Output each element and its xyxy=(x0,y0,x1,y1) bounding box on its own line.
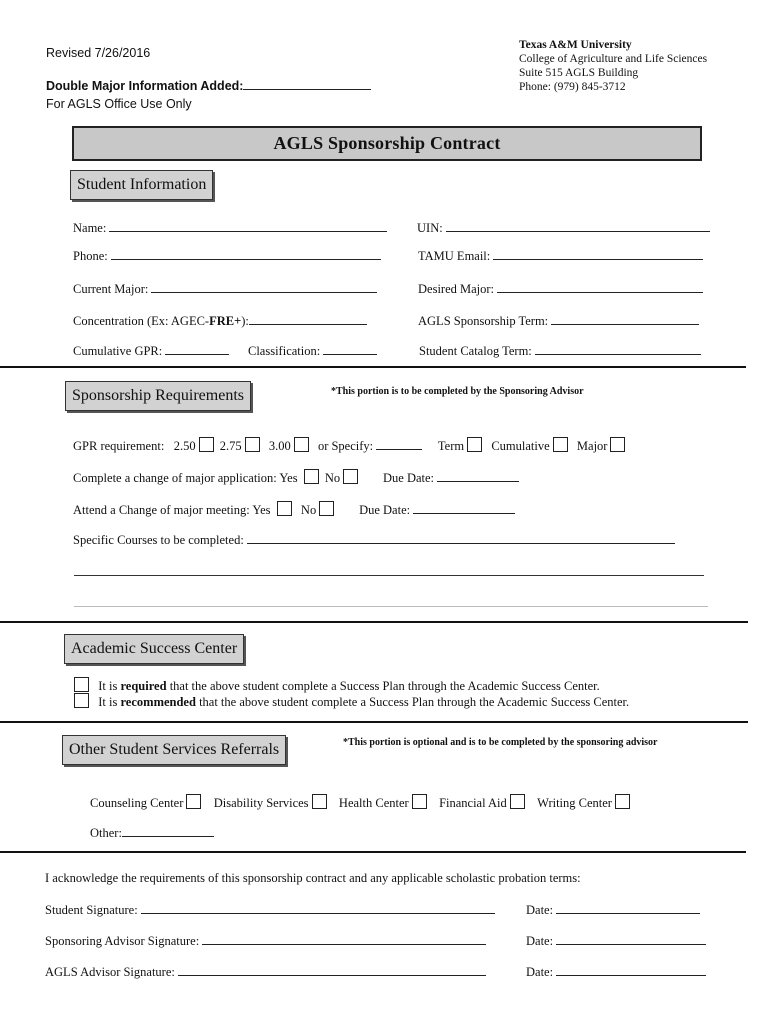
agls-signature-field[interactable]: AGLS Advisor Signature: xyxy=(45,965,486,980)
change-app-yes-checkbox[interactable] xyxy=(304,469,319,484)
college-name: College of Agriculture and Life Sciences xyxy=(519,53,708,65)
health-checkbox[interactable] xyxy=(412,794,427,809)
office-phone: Phone: (979) 845-3712 xyxy=(519,81,626,93)
financial-checkbox[interactable] xyxy=(510,794,525,809)
gpr-field[interactable]: Cumulative GPR: xyxy=(73,344,229,359)
writing-checkbox[interactable] xyxy=(615,794,630,809)
success-required-checkbox[interactable] xyxy=(74,677,89,692)
suite-address: Suite 515 AGLS Building xyxy=(519,67,639,79)
catalog-term-field[interactable]: Student Catalog Term: xyxy=(419,344,701,359)
success-recommended-checkbox[interactable] xyxy=(74,693,89,708)
sponsorship-term-field[interactable]: AGLS Sponsorship Term: xyxy=(418,314,699,329)
success-center-heading: Academic Success Center xyxy=(64,634,244,664)
student-date-field[interactable]: Date: xyxy=(526,903,700,918)
divider xyxy=(0,851,746,853)
revised-date: Revised 7/26/2016 xyxy=(46,46,151,60)
other-referral-field[interactable]: Other: xyxy=(90,826,214,841)
concentration-field[interactable]: Concentration (Ex: AGEC-FRE+): xyxy=(73,314,367,329)
specify-input[interactable] xyxy=(376,448,422,450)
student-info-heading: Student Information xyxy=(70,170,213,200)
change-application-row: Complete a change of major application: Yes No Due Date: xyxy=(73,469,519,486)
sponsor-date-field[interactable]: Date: xyxy=(526,934,706,949)
meeting-no-checkbox[interactable] xyxy=(319,501,334,516)
phone-field[interactable]: Phone: xyxy=(73,249,381,264)
disability-checkbox[interactable] xyxy=(312,794,327,809)
university-name: Texas A&M University xyxy=(519,39,632,51)
courses-field[interactable]: Specific Courses to be completed: xyxy=(73,533,675,548)
change-app-due-input[interactable] xyxy=(437,480,519,482)
major-checkbox[interactable] xyxy=(610,437,625,452)
uin-field[interactable]: UIN: xyxy=(417,221,710,236)
referrals-note: *This portion is optional and is to be completed by the sponsoring advisor xyxy=(343,737,658,748)
cumulative-checkbox[interactable] xyxy=(553,437,568,452)
meeting-due-input[interactable] xyxy=(413,512,515,514)
gpr-250-checkbox[interactable] xyxy=(199,437,214,452)
success-recommended-row: It is recommended that the above student complete a Success Plan through the Academic Success Center. xyxy=(74,693,629,710)
student-signature-field[interactable]: Student Signature: xyxy=(45,903,495,918)
referrals-heading: Other Student Services Referrals xyxy=(62,735,286,765)
office-use-label: For AGLS Office Use Only xyxy=(46,97,192,111)
email-field[interactable]: TAMU Email: xyxy=(418,249,703,264)
change-app-no-checkbox[interactable] xyxy=(343,469,358,484)
divider xyxy=(0,721,748,723)
success-required-row: It is required that the above student complete a Success Plan through the Academic Success Center. xyxy=(74,677,600,694)
courses-line-2[interactable] xyxy=(74,575,704,576)
divider xyxy=(0,621,748,623)
page-title: AGLS Sponsorship Contract xyxy=(72,126,702,161)
referrals-row: Counseling Center Disability Services Health Center Financial Aid Writing Center xyxy=(90,794,633,811)
desired-major-field[interactable]: Desired Major: xyxy=(418,282,703,297)
gpr-275-checkbox[interactable] xyxy=(245,437,260,452)
divider xyxy=(0,366,746,368)
term-checkbox[interactable] xyxy=(467,437,482,452)
change-meeting-row: Attend a Change of major meeting: Yes No Due Date: xyxy=(73,501,515,518)
current-major-field[interactable]: Current Major: xyxy=(73,282,377,297)
classification-field[interactable]: Classification: xyxy=(248,344,377,359)
meeting-yes-checkbox[interactable] xyxy=(277,501,292,516)
courses-line-3[interactable] xyxy=(74,606,708,607)
gpr-300-checkbox[interactable] xyxy=(294,437,309,452)
acknowledgement-text: I acknowledge the requirements of this sponsorship contract and any applicable scholastic probation terms: xyxy=(45,871,581,885)
requirements-note: *This portion is to be completed by the Sponsoring Advisor xyxy=(331,386,584,397)
agls-date-field[interactable]: Date: xyxy=(526,965,706,980)
gpr-requirement-row: GPR requirement: 2.50 2.75 3.00 or Specify: Term Cumulative Major xyxy=(73,437,628,454)
requirements-heading: Sponsorship Requirements xyxy=(65,381,251,411)
double-major-label: Double Major Information Added: xyxy=(46,79,371,93)
counseling-checkbox[interactable] xyxy=(186,794,201,809)
name-field[interactable]: Name: xyxy=(73,221,387,236)
sponsor-signature-field[interactable]: Sponsoring Advisor Signature: xyxy=(45,934,486,949)
